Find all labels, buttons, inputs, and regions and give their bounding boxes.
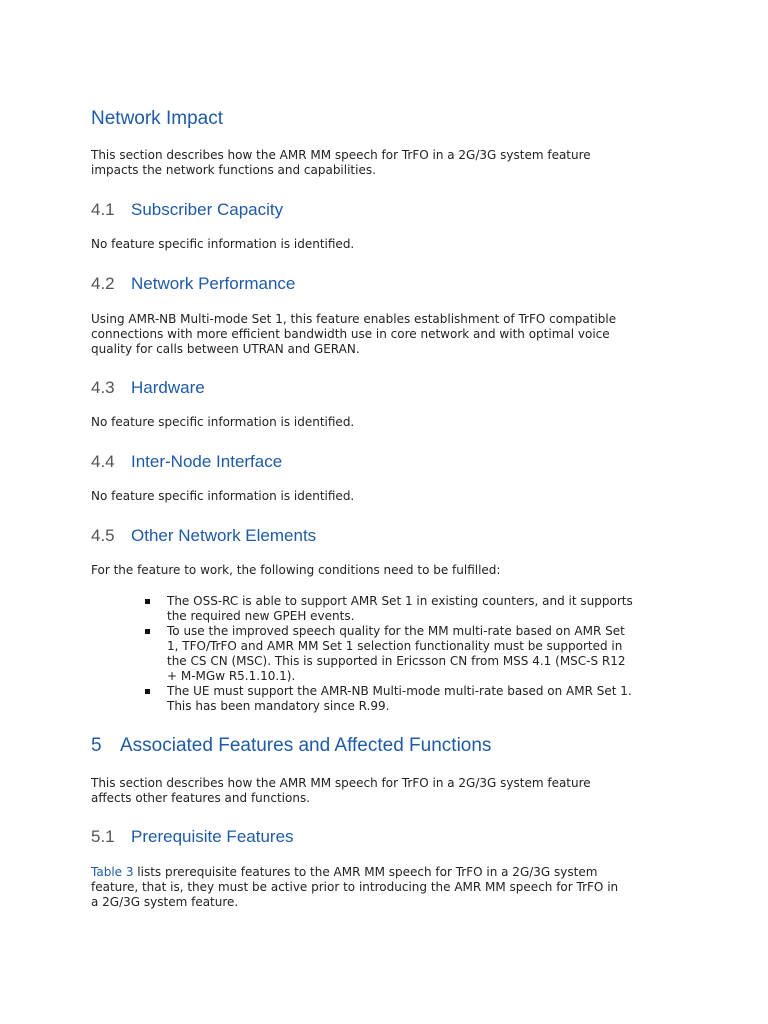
text-line: the CS CN (MSC). This is supported in Ericsson CN from MSS 4.1 (MSC-S R12: [167, 654, 626, 668]
text-line: This section describes how the AMR MM speech for TrFO in a 2G/3G system feature: [91, 148, 591, 162]
text-line: 1, TFO/TrFO and AMR MM Set 1 selection functionality must be supported in: [167, 639, 623, 653]
text-line: The OSS-RC is able to support AMR Set 1 in existing counters, and it supports: [167, 594, 633, 608]
heading-network-impact: [91, 108, 223, 130]
paragraph-4-4: [91, 489, 691, 504]
heading-4-2: [91, 274, 295, 294]
heading-title: Prerequisite Features: [131, 827, 294, 846]
text-line: impacts the network functions and capabilities.: [91, 163, 376, 177]
list-item: [145, 594, 685, 624]
text-line: the required new GPEH events.: [167, 609, 355, 623]
heading-title: Subscriber Capacity: [131, 200, 284, 219]
paragraph-4-2: [91, 312, 691, 357]
text-line: feature, that is, they must be active prior to introducing the AMR MM speech for TrFO in: [91, 880, 619, 894]
text-fragment: lists prerequisite features to the AMR MM speech for TrFO in a 2G/3G system: [133, 865, 598, 879]
heading-4-5: [91, 526, 316, 546]
heading-4-3: [91, 378, 205, 398]
text-line: This section describes how the AMR MM speech for TrFO in a 2G/3G system feature: [91, 776, 591, 790]
heading-5: [91, 735, 491, 757]
heading-title: Other Network Elements: [131, 526, 317, 545]
heading-title: Network Performance: [131, 274, 296, 293]
heading-4-1: [91, 200, 283, 220]
bullet-icon: [145, 689, 150, 694]
list-item: [145, 624, 685, 684]
paragraph-4-1: [91, 237, 691, 252]
text-line: For the feature to work, the following conditions need to be fulfilled:: [91, 563, 501, 577]
heading-title: Network Impact: [91, 108, 223, 129]
section-number: 4.1: [91, 200, 115, 219]
text-line: quality for calls between UTRAN and GERAN.: [91, 342, 360, 356]
heading-5-1: [91, 827, 294, 847]
text-line: [91, 865, 691, 880]
heading-title: Associated Features and Affected Functions: [120, 735, 492, 756]
section-number: 4.2: [91, 274, 115, 293]
table-3-link[interactable]: Table 3: [91, 865, 134, 879]
text-line: connections with more efficient bandwidth use in core network and with optimal voice: [91, 327, 610, 341]
conditions-list: [145, 594, 685, 714]
text-line: The UE must support the AMR-NB Multi-mode multi-rate based on AMR Set 1.: [167, 684, 632, 698]
text-line: This has been mandatory since R.99.: [167, 699, 390, 713]
text-line: No feature specific information is identified.: [91, 489, 355, 503]
section-number: 4.4: [91, 452, 115, 471]
bullet-icon: [145, 629, 150, 634]
list-item: [145, 684, 685, 714]
text-line: Using AMR-NB Multi-mode Set 1, this feature enables establishment of TrFO compatible: [91, 312, 617, 326]
bullet-icon: [145, 599, 150, 604]
paragraph-5: [91, 776, 691, 806]
paragraph-4-3: [91, 415, 691, 430]
paragraph-4-5: [91, 563, 691, 578]
text-line: No feature specific information is identified.: [91, 237, 355, 251]
text-line: a 2G/3G system feature.: [91, 895, 239, 909]
section-number: 4.5: [91, 526, 115, 545]
paragraph-5-1: [91, 865, 691, 910]
text-line: To use the improved speech quality for the MM multi-rate based on AMR Set: [167, 624, 625, 638]
text-line: + M-MGw R5.1.10.1).: [167, 669, 296, 683]
heading-title: Inter-Node Interface: [131, 452, 283, 471]
heading-title: Hardware: [131, 378, 205, 397]
text-line: affects other features and functions.: [91, 791, 311, 805]
heading-4-4: [91, 452, 282, 472]
paragraph-network-impact-intro: [91, 148, 691, 178]
section-number: 5: [91, 735, 102, 756]
section-number: 4.3: [91, 378, 115, 397]
section-number: 5.1: [91, 827, 115, 846]
text-line: No feature specific information is identified.: [91, 415, 355, 429]
